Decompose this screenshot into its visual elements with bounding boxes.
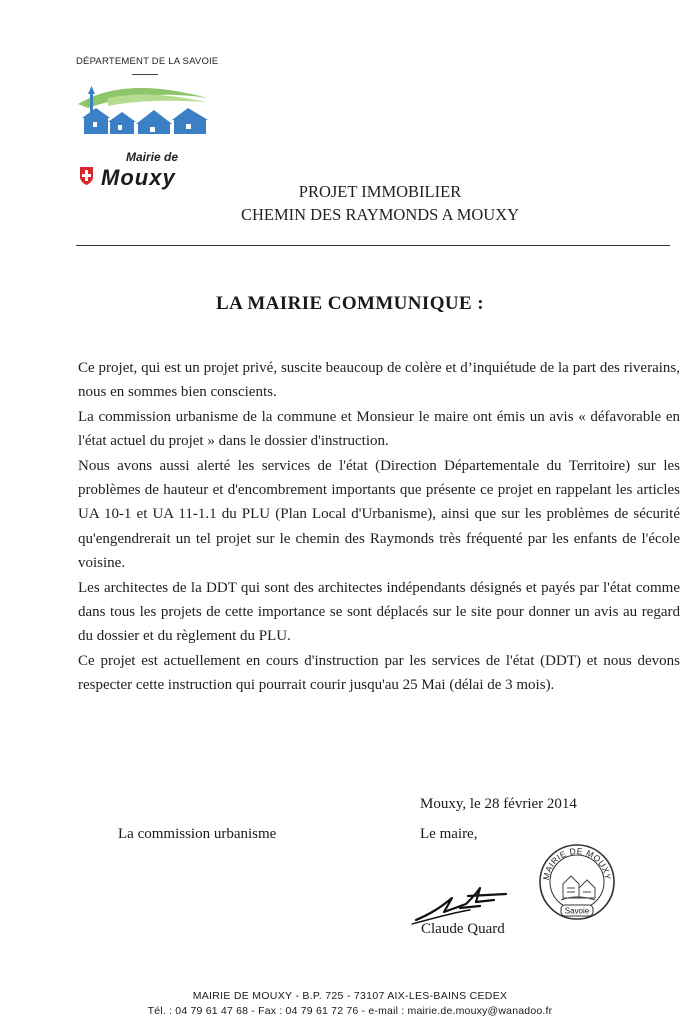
footer-address: MAIRIE DE MOUXY - B.P. 725 - 73107 AIX-LES-BAINS CEDEX [192,990,508,1002]
letter-body [78,356,680,698]
mayor-signature-label: Le maire, [420,826,478,842]
header-divider [76,245,670,246]
mairie-de-label: Mairie de [126,150,179,164]
town-seal-stamp-icon [537,842,617,922]
department-label: DÉPARTEMENT DE LA SAVOIE [76,56,219,67]
svg-text:MAIRIE DE MOUXY: MAIRIE DE MOUXY [540,845,614,881]
project-title-line1: PROJET IMMOBILIER [298,182,462,201]
place-and-date: Mouxy, le 28 février 2014 [420,796,577,812]
project-title [180,180,580,226]
savoie-shield-icon [80,167,93,185]
main-heading: LA MAIRIE COMMUNIQUE : [216,293,484,314]
paragraph: Nous avons aussi alerté les services de l'état (Direction Départementale du Territoire) sur les problèmes de hauteur et d'encombrement importants que présente ce projet en rappelant les articles UA 10-1 et UA 11-1.1 du PLU (Plan Local d'Urbanisme), ainsi que sur les problèmes de sécurité qu'engendrerait un tel projet sur le chemin des Raymonds très fréquenté par les enfants de l'école voisine. [78,457,680,572]
department-divider [132,74,158,75]
mairie-logo-icon [78,82,218,142]
commission-signature-label: La commission urbanisme [118,826,277,842]
svg-text:Savoie: Savoie [564,906,590,916]
paragraph: La commission urbanisme de la commune et Monsieur le maire ont émis un avis « défavorable en l'état actuel du projet » dans le dossier d'instruction. [78,408,680,450]
paragraph: Ce projet est actuellement en cours d'instruction par les services de l'état (DDT) et nous devons respecter cette instruction qui pourrait courir jusqu'au 25 Mai (délai de 3 mois). [78,652,680,694]
paragraph: Les architectes de la DDT qui sont des architectes indépendants désignés et payés par l'état comme dans tous les projets de cette importance se sont déplacés sur le site pour donner un avis au regard du dossier et du règlement du PLU. [78,579,680,645]
footer-contact: Tél. : 04 79 61 47 68 - Fax : 04 79 61 72 76 - e-mail : mairie.de.mouxy@wanadoo.fr [147,1005,553,1017]
signatory-name: Claude Quard [421,921,505,937]
project-title-line2: CHEMIN DES RAYMONDS A MOUXY [240,205,520,224]
logo-hills-light [108,95,206,106]
paragraph: Ce projet, qui est un projet privé, suscite beaucoup de colère et d’inquiétude de la part des riverains, nous en sommes bien conscients. [78,360,680,401]
handwritten-signature-icon [410,878,530,926]
town-name-logo: Mouxy [101,165,176,190]
